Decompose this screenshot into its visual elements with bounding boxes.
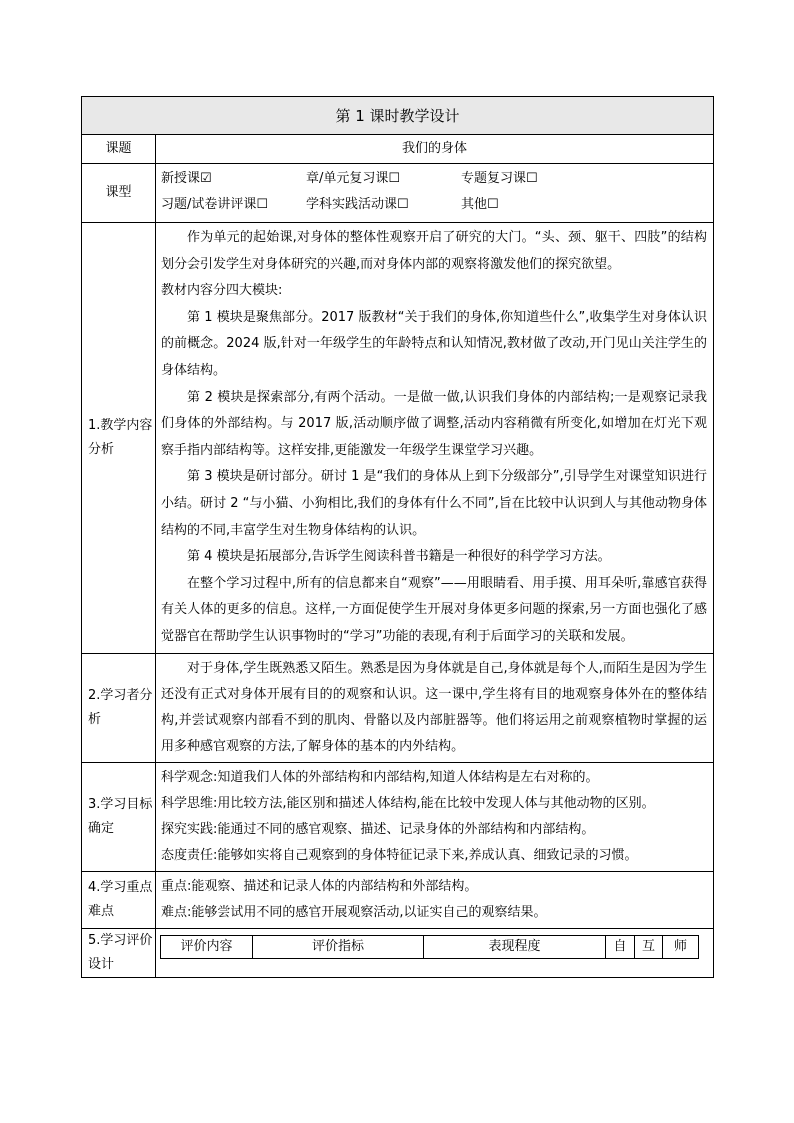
learner-content [156,653,714,762]
eval-header-content: 评价内容 [161,935,253,958]
option-practice-activity: 学科实践活动课☐ [306,197,409,212]
analysis-paragraph: 第 3 模块是研讨部分。研讨 1 是“我们的身体从上到下分级部分”,引导学生对课堂知识进行小结。研讨 2 “与小猫、小狗相比,我们的身体有什么不同”,旨在比较中认识到人与其他动物身体结构的不同,丰富学生对生物身体结构的认识。 [161,469,707,538]
topic-value: 我们的身体 [156,135,714,164]
lesson-plan-table [81,96,714,978]
goal-item: 科学观念:知道我们人体的外部结构和内部结构,知道人体结构是左右对称的。 [161,769,599,785]
analysis-paragraph: 第 2 模块是探索部分,有两个活动。一是做一做,认识我们身体的内部结构;一是观察记录我们身体的外部结构。与 2017 版,活动顺序做了调整,活动内容稍微有所变化,如增加在灯光下观察手指内部结构等。这样安排,更能激发一年级学生课堂学习兴趣。 [161,389,707,458]
focus-label: 4.学习重点难点 [82,871,156,928]
eval-header-teacher: 师 [663,935,699,958]
evaluation-content [156,928,714,977]
eval-header-self: 自 [606,935,635,958]
lesson-plan-document [81,96,713,978]
lesson-type-options [156,164,714,223]
document-title: 第 1 课时教学设计 [82,97,714,135]
option-exercise-review: 习题/试卷讲评课☐ [161,197,269,212]
focus-item: 重点:能观察、描述和记录人体的内部结构和外部结构。 [161,878,478,894]
analysis-paragraph: 第 1 模块是聚焦部分。2017 版教材“关于我们的身体,你知道些什么”,收集学生对身体认识的前概念。2024 版,针对一年级学生的年龄特点和认知情况,教材做了改动,开门见山关注学生的身体结构。 [161,309,707,378]
evaluation-label: 5.学习评价设计 [82,928,156,977]
lesson-type-label: 课型 [82,164,156,223]
goals-label: 3.学习目标确定 [82,762,156,871]
learner-label: 2.学习者分析 [82,653,156,762]
option-unit-review: 章/单元复习课☐ [306,171,401,186]
analysis-paragraph: 教材内容分四大模块: [161,283,283,299]
goals-content [156,762,714,871]
analysis-paragraph: 第 4 模块是拓展部分,告诉学生阅读科普书籍是一种很好的科学学习方法。 [187,549,611,565]
option-topic-review: 专题复习课☐ [461,171,538,186]
focus-content [156,871,714,928]
analysis-paragraph: 作为单元的起始课,对身体的整体性观察开启了研究的大门。“头、颈、躯干、四肢”的结构划分会引发学生对身体研究的兴趣,而对身体内部的观察将激发他们的探究欲望。 [161,230,707,272]
option-new-lesson: 新授课☑ [161,171,212,186]
analysis-content [156,223,714,654]
focus-item: 难点:能够尝试用不同的感官开展观察活动,以证实自己的观察结果。 [161,904,547,920]
option-other: 其他☐ [461,197,499,212]
goal-item: 科学思维:用比较方法,能区别和描述人体结构,能在比较中发现人体与其他动物的区别。 [161,795,655,811]
goal-item: 态度责任:能够如实将自己观察到的身体特征记录下来,养成认真、细致记录的习惯。 [161,847,638,863]
analysis-label: 1.教学内容分析 [82,223,156,654]
eval-header-performance: 表现程度 [424,935,606,958]
eval-header-peer: 互 [635,935,663,958]
goal-item: 探究实践:能通过不同的感官观察、描述、记录身体的外部结构和内部结构。 [161,821,595,837]
topic-label: 课题 [82,135,156,164]
evaluation-table [160,935,699,959]
learner-text: 对于身体,学生既熟悉又陌生。熟悉是因为身体就是自己,身体就是每个人,而陌生是因为学生还没有正式对身体开展有目的的观察和认识。这一课中,学生将有目的地观察身体外在的整体结构,并尝试观察内部看不到的肌肉、骨骼以及内部脏器等。他们将运用之前观察植物时掌握的运用多种感官观察的方法,了解身体的基本的内外结构。 [161,660,707,754]
eval-header-indicator: 评价指标 [253,935,424,958]
analysis-paragraph: 在整个学习过程中,所有的信息都来自“观察”——用眼睛看、用手摸、用耳朵听,靠感官获得有关人体的更多的信息。这样,一方面促使学生开展对身体更多问题的探索,另一方面也强化了感觉器官在帮助学生认识事物时的“学习”功能的表现,有利于后面学习的关联和发展。 [161,575,707,644]
